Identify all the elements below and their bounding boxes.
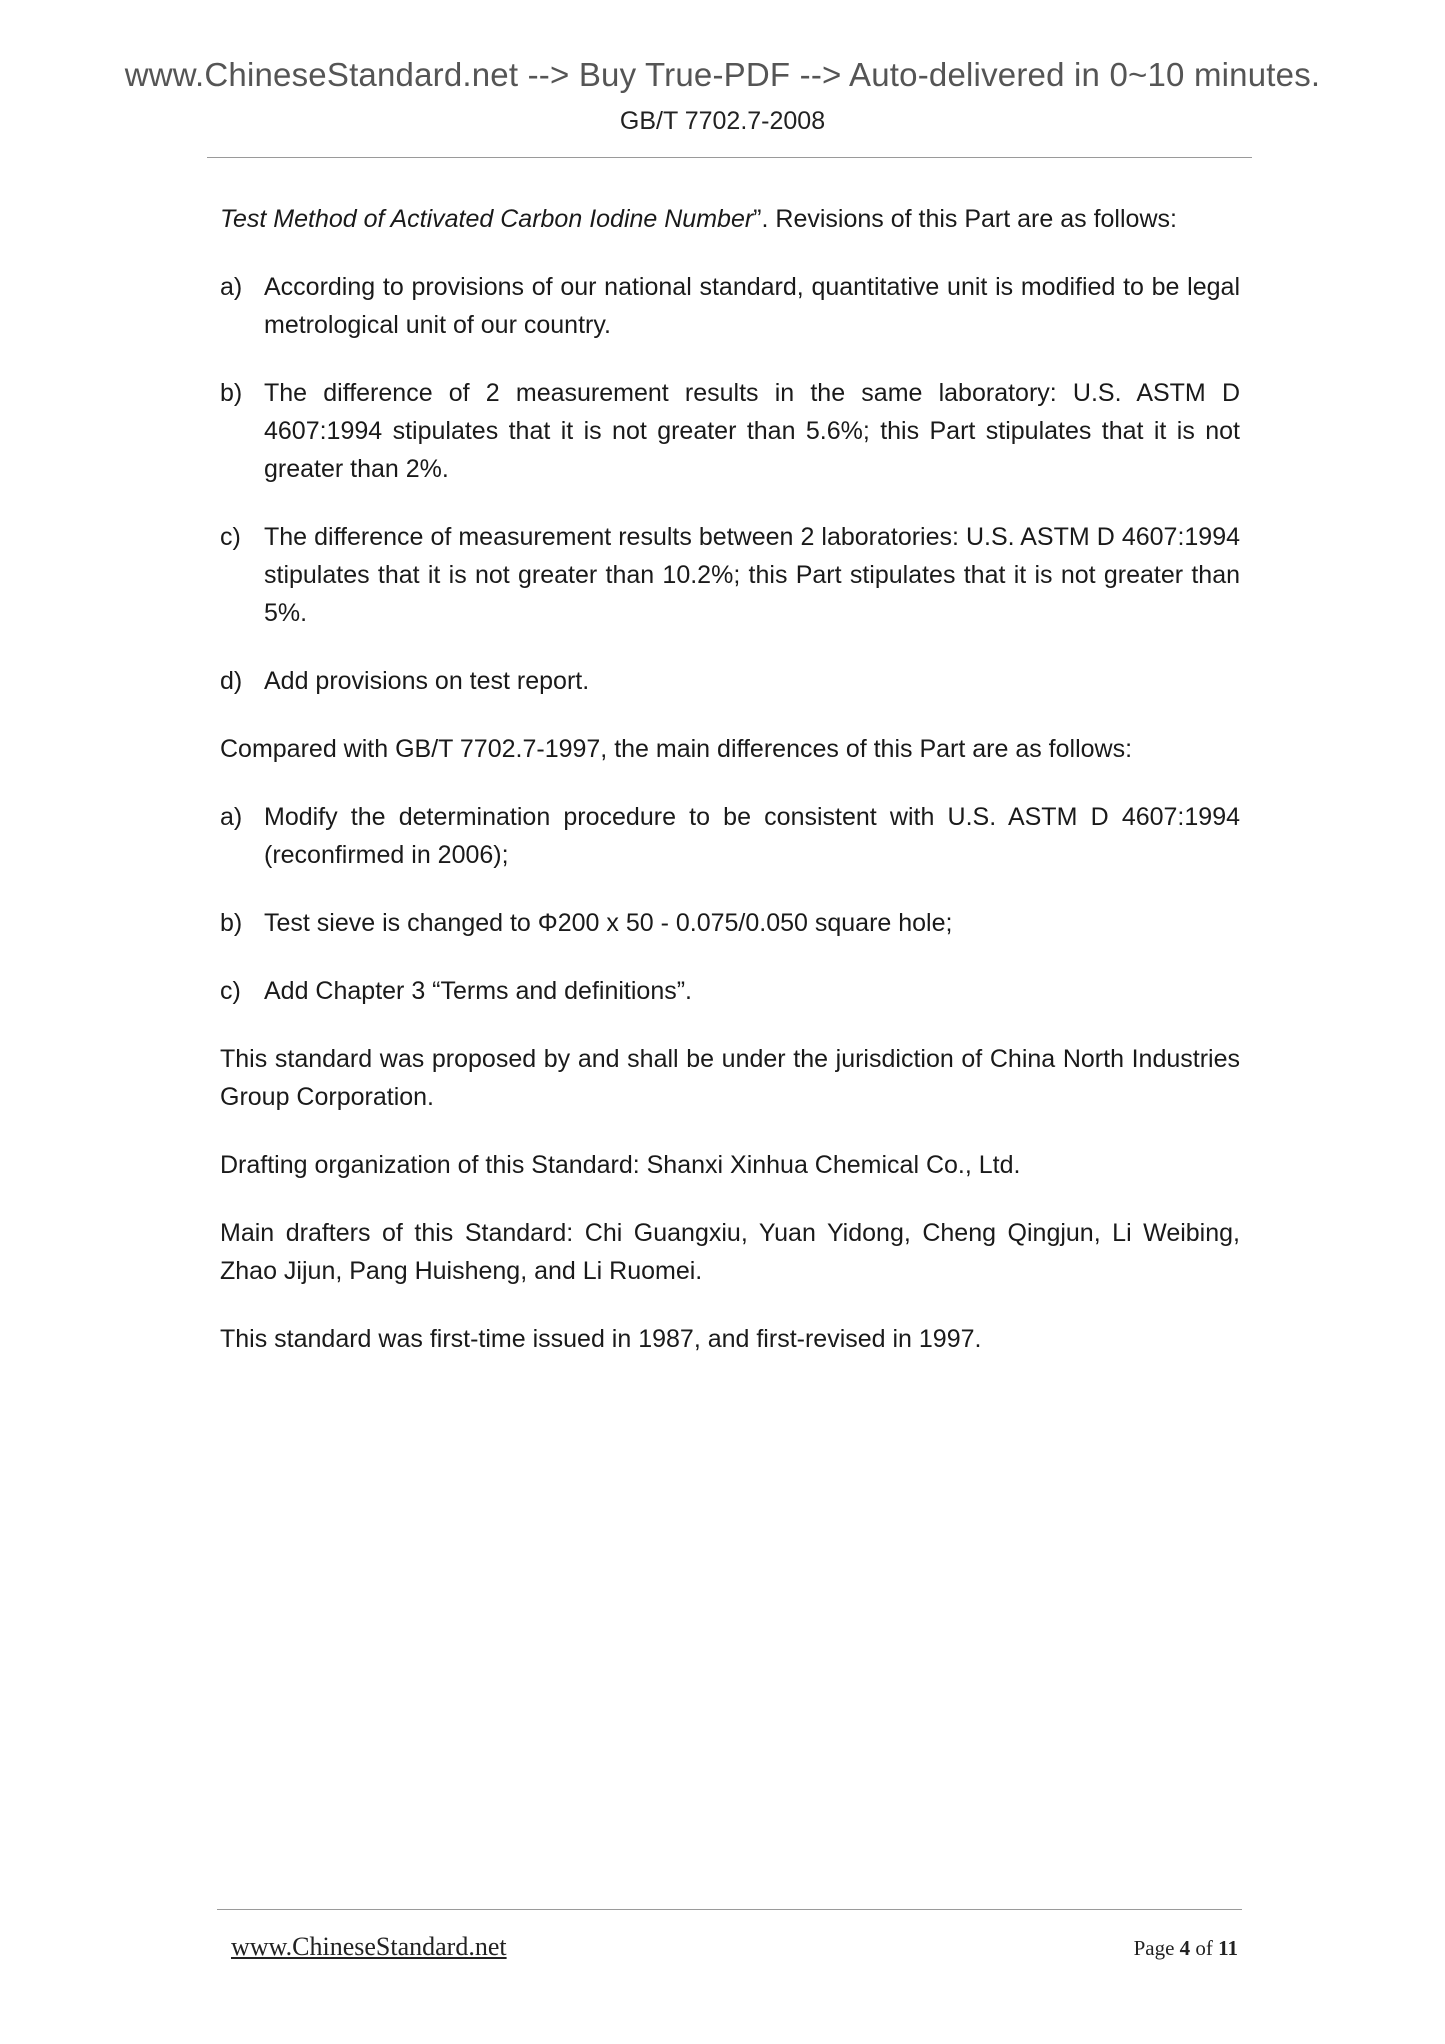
difference-item-b xyxy=(220,904,1240,942)
promo-banner: www.ChineseStandard.net --> Buy True-PDF --> Auto-delivered in 0~10 minutes. xyxy=(124,56,1321,93)
document-code: GB/T 7702.7-2008 xyxy=(619,107,826,135)
proposed-paragraph: This standard was proposed by and shall be under the jurisdiction of China North Industries Group Corporation. xyxy=(220,1045,1240,1111)
revision-item-c xyxy=(220,518,1240,632)
list-text: Modify the determination procedure to be consistent with U.S. ASTM D 4607:1994 (reconfirmed in 2006); xyxy=(264,803,1240,869)
revision-item-b xyxy=(220,374,1240,488)
revision-item-d xyxy=(220,662,1240,700)
page-number xyxy=(1134,1936,1238,1961)
footer-divider xyxy=(217,1909,1242,1910)
header-divider xyxy=(207,157,1252,158)
list-text: Test sieve is changed to Φ200 x 50 - 0.075/0.050 square hole; xyxy=(264,909,953,937)
footer-site-link[interactable]: www.ChineseStandard.net xyxy=(231,1932,507,1961)
page-of: of xyxy=(1195,1936,1213,1960)
list-label: b) xyxy=(220,379,243,407)
list-label: a) xyxy=(220,273,243,301)
list-text: The difference of measurement results between 2 laboratories: U.S. ASTM D 4607:1994 stipulates that it is not greater than 10.2%; this Part stipulates that it is not greater than 5%. xyxy=(264,523,1240,627)
document-body xyxy=(220,200,1240,1388)
list-text: According to provisions of our national standard, quantitative unit is modified to be legal metrological unit of our country. xyxy=(264,273,1240,339)
drafting-org-paragraph: Drafting organization of this Standard: Shanxi Xinhua Chemical Co., Ltd. xyxy=(220,1151,1021,1179)
page-current: 4 xyxy=(1179,1936,1191,1960)
list-label: d) xyxy=(220,667,243,695)
history-paragraph: This standard was first-time issued in 1987, and first-revised in 1997. xyxy=(220,1325,982,1353)
page-word: Page xyxy=(1133,1936,1175,1960)
revision-item-a xyxy=(220,268,1240,344)
intro-paragraph xyxy=(220,200,1240,238)
list-text: Add provisions on test report. xyxy=(264,667,590,695)
list-text: The difference of 2 measurement results in the same laboratory: U.S. ASTM D 4607:1994 stipulates that it is not greater than 5.6%; this Part stipulates that it is not greater than 2%. xyxy=(264,379,1240,483)
difference-item-c xyxy=(220,972,1240,1010)
intro-title-italic: Test Method of Activated Carbon Iodine Number xyxy=(220,205,754,233)
list-label: c) xyxy=(220,977,241,1005)
page-total: 11 xyxy=(1218,1936,1238,1960)
list-label: c) xyxy=(220,523,241,551)
list-text: Add Chapter 3 “Terms and definitions”. xyxy=(264,977,692,1005)
drafters-paragraph: Main drafters of this Standard: Chi Guangxiu, Yuan Yidong, Cheng Qingjun, Li Weibing, Zhao Jijun, Pang Huisheng, and Li Ruomei. xyxy=(220,1219,1240,1285)
difference-item-a xyxy=(220,798,1240,874)
list-label: a) xyxy=(220,803,243,831)
list-label: b) xyxy=(220,909,243,937)
compared-paragraph: Compared with GB/T 7702.7-1997, the main differences of this Part are as follows: xyxy=(220,735,1133,763)
intro-text: ”. Revisions of this Part are as follows: xyxy=(753,205,1177,233)
